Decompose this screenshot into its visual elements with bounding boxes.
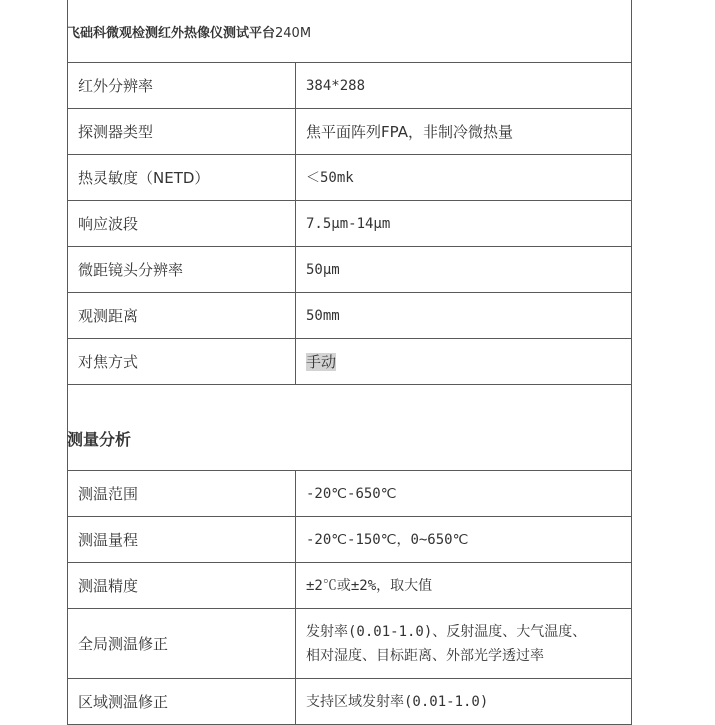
document-title xyxy=(67,22,311,41)
spec-value: 50μm xyxy=(296,247,632,293)
spec-label: 观测距离 xyxy=(68,293,296,339)
table-row xyxy=(68,471,632,517)
table-row xyxy=(68,339,632,385)
measurement-label: 测温精度 xyxy=(68,563,296,609)
measurement-value-line: 发射率(0.01-1.0)、反射温度、大气温度、 xyxy=(306,623,587,640)
measurement-value: 支持区域发射率(0.01-1.0) xyxy=(296,679,632,725)
table-row xyxy=(68,563,632,609)
section-title: 测量分析 xyxy=(67,430,132,449)
spec-value: 50mm xyxy=(296,293,632,339)
measurement-label: 测温量程 xyxy=(68,517,296,563)
measurement-value-line: 相对湿度、目标距离、外部光学透过率 xyxy=(306,647,544,664)
spec-label: 探测器类型 xyxy=(68,109,296,155)
spec-table xyxy=(67,62,632,385)
title-model: 240M xyxy=(275,26,312,41)
section-row xyxy=(67,384,632,471)
measurement-label: 测温范围 xyxy=(68,471,296,517)
measurement-label: 全局测温修正 xyxy=(68,609,296,679)
measurement-table xyxy=(67,470,632,725)
spec-value xyxy=(296,339,632,385)
title-row xyxy=(67,0,632,63)
table-row xyxy=(68,609,632,679)
table-row xyxy=(68,247,632,293)
table-row xyxy=(68,155,632,201)
table-row xyxy=(68,201,632,247)
measurement-label: 区域测温修正 xyxy=(68,679,296,725)
spec-value: 7.5μm-14μm xyxy=(296,201,632,247)
measurement-value: -20℃-150℃，0~650℃ xyxy=(296,517,632,563)
table-row xyxy=(68,679,632,725)
spec-value: ＜50mk xyxy=(296,155,632,201)
table-row xyxy=(68,109,632,155)
title-text: 飞础科微观检测红外热像仪测试平台 xyxy=(67,26,276,41)
measurement-value xyxy=(296,609,632,679)
spec-label: 红外分辨率 xyxy=(68,63,296,109)
measurement-value: ±2℃或±2%，取大值 xyxy=(296,563,632,609)
measurement-value: -20℃-650℃ xyxy=(296,471,632,517)
spec-label: 对焦方式 xyxy=(68,339,296,385)
table-row xyxy=(68,517,632,563)
spec-value: 焦平面阵列FPA，非制冷微热量 xyxy=(296,109,632,155)
spec-label: 响应波段 xyxy=(68,201,296,247)
spec-value: 384*288 xyxy=(296,63,632,109)
spec-label: 微距镜头分辨率 xyxy=(68,247,296,293)
spec-label: 热灵敏度（NETD） xyxy=(68,155,296,201)
table-row xyxy=(68,293,632,339)
table-row xyxy=(68,63,632,109)
highlighted-value: 手动 xyxy=(306,352,337,371)
